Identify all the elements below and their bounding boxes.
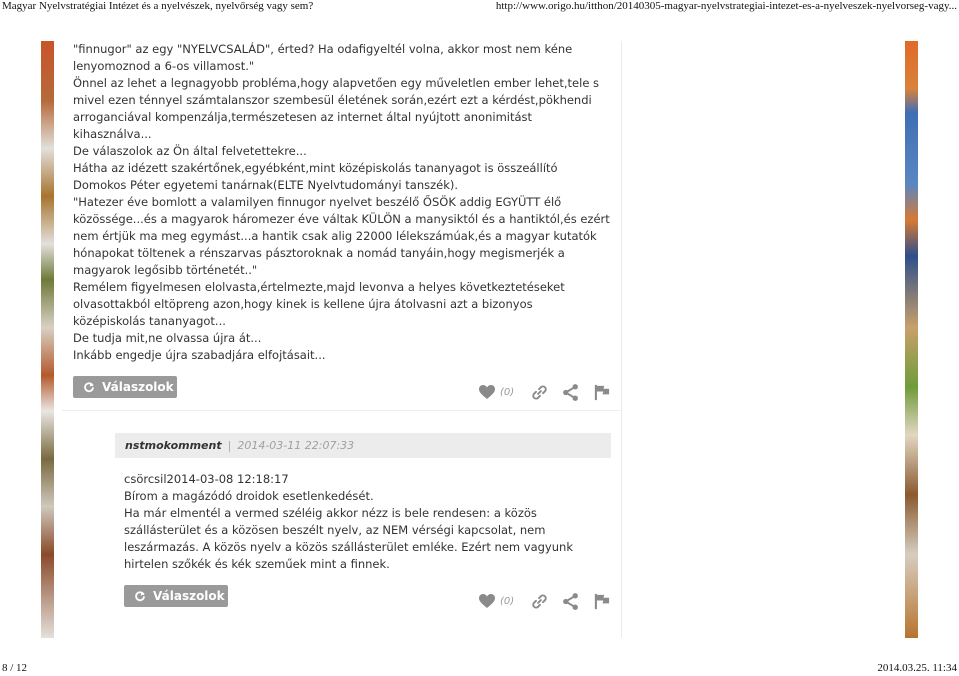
print-page-url: http://www.origo.hu/itthon/20140305-magyar-nyelvstrategiai-intezet-es-a-nyelveszek-nyelvorseg-vagy... (495, 0, 957, 12)
comment-line: Domokos Péter egyetemi tanárnak(ELTE Nyelvtudományi tanszék). (73, 178, 459, 192)
comment-line: csörcsil2014-03-08 12:18:17 (124, 472, 289, 486)
share-icon[interactable] (561, 383, 580, 402)
comment-line: De válaszolok az Ön által felvetettekre... (73, 144, 307, 158)
print-page-title: Magyar Nyelvstratégiai Intézet és a nyelvészek, nyelvőrség vagy sem? (2, 0, 314, 12)
link-icon[interactable] (530, 383, 549, 402)
comment-line: hirtelen szőkék és kék szeműek mint a finnek. (124, 557, 390, 571)
like-count: (0) (500, 386, 515, 398)
comment-line: leszármazás. A közös nyelv a közös szállásterület emléke. Ezért nem vagyunk (124, 540, 573, 554)
reply-header (115, 433, 611, 458)
reply-button[interactable] (73, 376, 177, 398)
comment-line: Ha már elmentél a vermed széléig akkor nézz is bele rendesen: a közös (124, 506, 537, 520)
comment-line: Önnel az lehet a legnagyobb probléma,hogy alapvetően egy műveletlen ember lehet,tele s (73, 76, 600, 90)
reply-arrow-icon (134, 590, 146, 602)
comment-line: "Hatezer éve bomlott a valamilyen finnugor nyelvet beszélő ŐSÖK addig EGYÜTT élő (73, 195, 562, 209)
comment-author[interactable]: nstmokomment (125, 439, 222, 452)
reply-arrow-icon (83, 381, 95, 393)
reply-button-label: Válaszolok (153, 589, 225, 603)
comment-line: Hátha az idézett szakértőnek,egyébként,mint középiskolás tananyagot is összeállító (73, 161, 558, 175)
left-decorative-photo-strip (41, 41, 54, 638)
comment-line: arroganciával kompenzálja,természetesen az internet által nyújtott anonimitást (73, 110, 533, 124)
comment-line: Remélem figyelmesen elolvasta,értelmezte,majd levonva a helyes következtetéseket (73, 280, 565, 294)
comment-line: Bírom a magázódó droidok esetlenkedését. (124, 489, 374, 503)
comment-line: középiskolás tananyagot... (73, 314, 226, 328)
reply-button-label: Válaszolok (102, 380, 174, 394)
comment-actions (478, 590, 611, 612)
comment-line: kihasználva... (73, 127, 152, 141)
comment-line: szállásterület és a közösen beszélt nyelv, az NEM vérségi kapcsolat, nem (124, 523, 546, 537)
reply-button[interactable] (124, 585, 228, 607)
comment-line: De tudja mit,ne olvassa újra át... (73, 331, 262, 345)
comment-line: "finnugor" az egy "NYELVCSALÁD", érted? Ha odafigyeltél volna, akkor most nem kéne (73, 42, 573, 56)
print-page-number: 8 / 12 (2, 662, 28, 674)
comment-line: Inkább engedje újra szabadjára elfojtásait... (73, 348, 326, 362)
comment-line: mivel ezen ténnyel számtalanszor szembesül életének során,ezért ezt a kérdést,pökhendi (73, 93, 592, 107)
comment-line: közössége...és a magyarok háromezer éve váltak KÜLÖN a manysiktól és a hantiktól,és ezért (73, 212, 610, 226)
print-datetime: 2014.03.25. 11:34 (877, 662, 957, 674)
comment-date: 2014-03-11 22:07:33 (237, 439, 355, 452)
comment-body (73, 41, 610, 364)
like-count: (0) (500, 595, 515, 607)
comment-line: lenyomoznod a 6-os villamost." (73, 59, 255, 73)
comment-line: nem értjük ma meg egymást...a hantik csak alig 22000 lélekszámúak,és a magyar kutatók (73, 229, 597, 243)
print-header (0, 0, 959, 16)
comment-actions (478, 381, 611, 403)
flag-icon[interactable] (592, 592, 611, 611)
comment-line: olvasottakból eltöpreng azon,hogy kinek is kellene újra átolvasni azt a bizonyos (73, 297, 533, 311)
flag-icon[interactable] (592, 383, 611, 402)
comment-line: magyarok legősibb történetét.." (73, 263, 258, 277)
comment-line: hónapokat töltenek a rénszarvas pásztoroknak a nomád tanyáin,hogy megismerjék a (73, 246, 565, 260)
header-separator: | (227, 439, 232, 452)
comment-divider (62, 410, 621, 411)
print-footer (0, 660, 959, 676)
link-icon[interactable] (530, 592, 549, 611)
reply-comment-body (124, 471, 604, 573)
share-icon[interactable] (561, 592, 580, 611)
heart-icon[interactable] (478, 593, 496, 609)
heart-icon[interactable] (478, 384, 496, 400)
right-decorative-photo-strip (905, 41, 918, 638)
